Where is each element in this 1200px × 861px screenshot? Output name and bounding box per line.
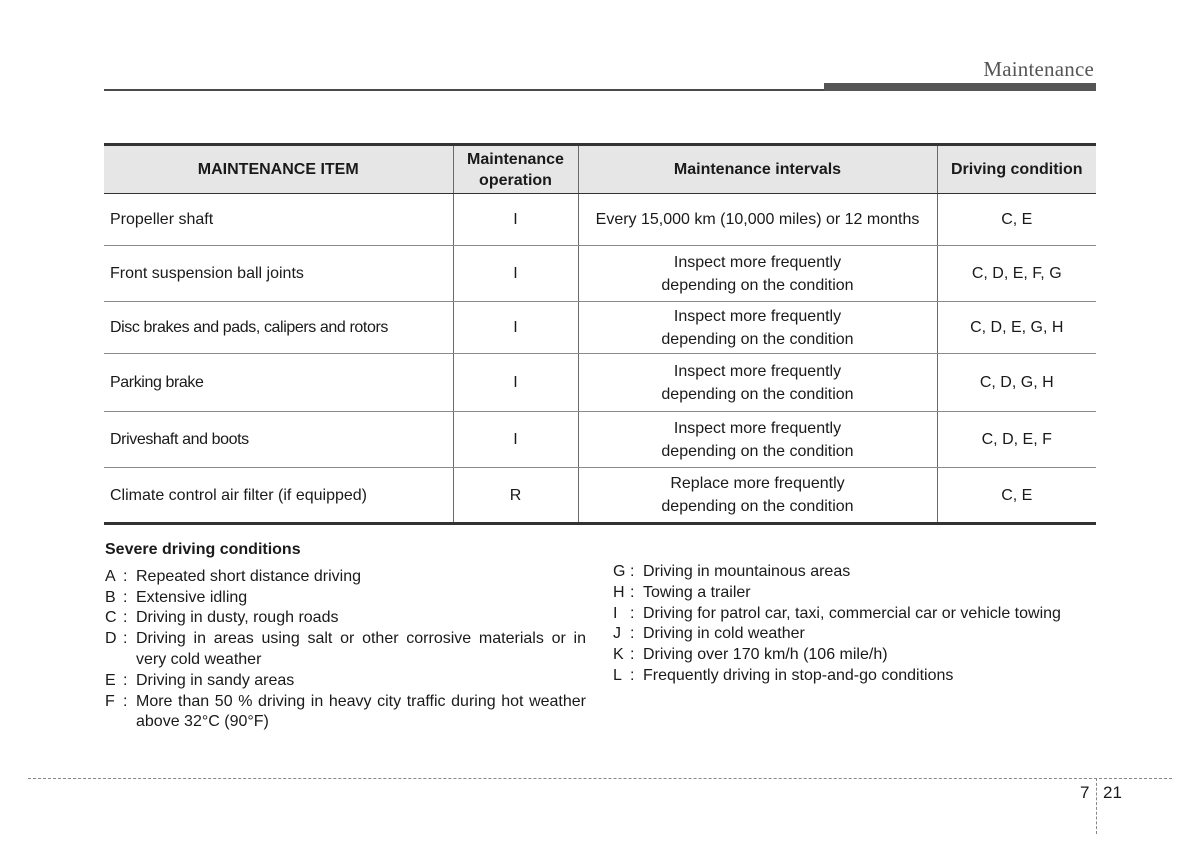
row-condition: C, E <box>937 194 1096 246</box>
row-item: Disc brakes and pads, calipers and rotors <box>104 302 453 354</box>
row-interval-line2: depending on the condition <box>661 442 854 460</box>
header-rule-accent <box>824 83 1096 91</box>
row-interval-line2: depending on the condition <box>661 385 854 403</box>
column-header-item: MAINTENANCE ITEM <box>104 145 453 194</box>
row-interval <box>578 246 937 302</box>
condition-text: Driving for patrol car, taxi, commercial car or vehicle towing <box>643 604 1061 622</box>
header-rule <box>104 89 824 91</box>
condition-separator: : <box>123 630 128 648</box>
condition-code: I <box>613 604 618 622</box>
row-item: Front suspension ball joints <box>104 246 453 302</box>
condition-separator: : <box>123 692 128 710</box>
row-interval-line1: Inspect more frequently <box>673 307 842 325</box>
condition-code: E <box>105 671 116 689</box>
condition-item <box>613 624 1103 645</box>
row-interval-line1: Inspect more frequently <box>673 419 842 437</box>
condition-item <box>613 666 1103 687</box>
footer-divider <box>1096 778 1097 834</box>
condition-separator: : <box>630 625 635 643</box>
condition-separator: : <box>123 671 128 689</box>
condition-item <box>105 567 586 588</box>
condition-separator: : <box>630 666 635 684</box>
condition-item <box>105 629 586 671</box>
row-item: Propeller shaft <box>104 194 453 246</box>
row-operation: R <box>453 468 578 524</box>
row-operation: I <box>453 354 578 412</box>
condition-code: B <box>105 588 116 606</box>
row-interval-line1: Inspect more frequently <box>673 362 842 380</box>
condition-item <box>105 692 586 734</box>
condition-code: D <box>105 630 117 648</box>
condition-item <box>613 645 1103 666</box>
row-operation: I <box>453 246 578 302</box>
condition-text: Towing a trailer <box>643 583 751 601</box>
condition-item <box>105 608 586 629</box>
severe-conditions-title: Severe driving conditions <box>105 541 301 558</box>
row-interval-line1: Replace more frequently <box>670 475 845 492</box>
table-row <box>104 302 1096 354</box>
row-operation: I <box>453 412 578 468</box>
condition-code: H <box>613 583 625 601</box>
condition-item <box>613 604 1103 625</box>
condition-item <box>105 671 586 692</box>
row-interval <box>578 194 937 246</box>
maintenance-table <box>104 143 1096 525</box>
condition-code: J <box>613 625 621 643</box>
condition-code: G <box>613 563 626 580</box>
condition-text: Extensive idling <box>136 588 248 606</box>
column-header-interval: Maintenance intervals <box>578 145 937 194</box>
condition-text: Driving in areas using salt or other corrosive materials or in very cold weather <box>136 630 586 668</box>
condition-text: More than 50 % driving in heavy city traffic during hot weather above 32°C (90°F) <box>136 692 586 731</box>
condition-separator: : <box>630 604 635 622</box>
condition-code: F <box>105 692 115 710</box>
condition-text: Repeated short distance driving <box>136 567 362 585</box>
row-interval-line1: Inspect more frequently <box>673 253 842 271</box>
row-interval <box>578 468 937 524</box>
table-header-row <box>104 145 1096 194</box>
row-interval <box>578 302 937 354</box>
row-interval <box>578 412 937 468</box>
severe-conditions-right <box>613 562 1103 687</box>
column-header-operation: Maintenance operation <box>453 145 578 194</box>
row-condition: C, D, E, F <box>937 412 1096 468</box>
row-interval-line2: depending on the condition <box>661 276 854 294</box>
condition-separator: : <box>630 646 635 664</box>
condition-separator: : <box>630 583 635 601</box>
condition-code: A <box>105 567 116 585</box>
table-row <box>104 354 1096 412</box>
row-item: Driveshaft and boots <box>104 412 453 468</box>
condition-separator: : <box>630 563 635 580</box>
condition-separator: : <box>123 588 128 606</box>
row-item: Climate control air filter (if equipped) <box>104 468 453 524</box>
row-condition: C, E <box>937 468 1096 524</box>
row-interval-line1: Every 15,000 km (10,000 miles) or 12 months <box>595 211 920 228</box>
condition-separator: : <box>123 567 128 585</box>
page-number: 21 <box>1103 783 1122 802</box>
condition-text: Driving in sandy areas <box>136 671 295 689</box>
row-interval <box>578 354 937 412</box>
condition-code: L <box>613 666 622 684</box>
chapter-number: 7 <box>1080 783 1090 802</box>
condition-separator: : <box>123 609 128 627</box>
row-item: Parking brake <box>104 354 453 412</box>
row-condition: C, D, G, H <box>937 354 1096 412</box>
condition-text: Driving over 170 km/h (106 mile/h) <box>643 646 888 664</box>
column-header-condition: Driving condition <box>937 145 1096 194</box>
condition-text: Frequently driving in stop-and-go conditions <box>643 666 954 684</box>
condition-text: Driving in mountainous areas <box>643 563 851 580</box>
condition-text: Driving in cold weather <box>643 625 805 643</box>
condition-code: K <box>613 646 624 664</box>
table-row <box>104 194 1096 246</box>
table-row <box>104 246 1096 302</box>
footer-rule <box>28 778 1172 779</box>
condition-item <box>613 583 1103 604</box>
row-condition: C, D, E, F, G <box>937 246 1096 302</box>
row-condition: C, D, E, G, H <box>937 302 1096 354</box>
condition-item <box>613 562 1103 583</box>
row-operation: I <box>453 194 578 246</box>
table-row <box>104 412 1096 468</box>
condition-text: Driving in dusty, rough roads <box>136 609 339 627</box>
severe-conditions-left <box>105 540 586 733</box>
row-operation: I <box>453 302 578 354</box>
row-interval-line2: depending on the condition <box>661 330 854 348</box>
section-title: Maintenance <box>983 57 1094 81</box>
row-interval-line2: depending on the condition <box>661 498 854 515</box>
condition-item <box>105 588 586 609</box>
table-row <box>104 468 1096 524</box>
condition-code: C <box>105 609 117 627</box>
